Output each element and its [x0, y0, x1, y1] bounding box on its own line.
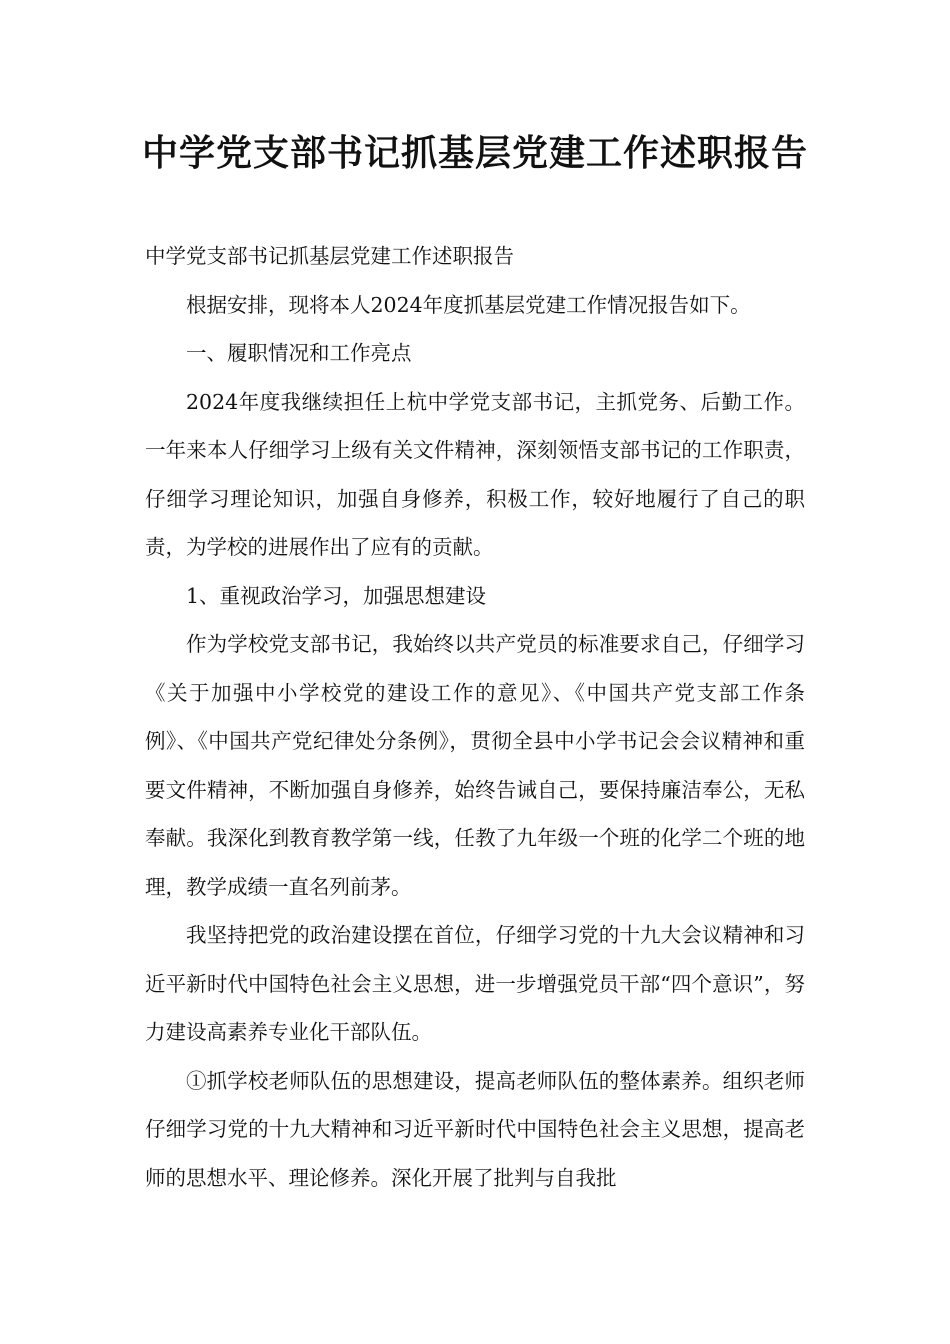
paragraph: ①抓学校老师队伍的思想建设，提高老师队伍的整体素养。组织老师仔细学习党的十九大精神和习近平新时代中国特色社会主义思想，提高老师的思想水平、理论修养。深化开展了批判与自我批	[145, 1068, 805, 1190]
paragraph: 根据安排，现将本人2024年度抓基层党建工作情况报告如下。	[186, 292, 751, 317]
document-title: 中学党支部书记抓基层党建工作述职报告	[141, 133, 808, 174]
paragraph: 中学党支部书记抓基层党建工作述职报告	[145, 244, 514, 268]
paragraph: 作为学校党支部书记，我始终以共产党员的标准要求自己，仔细学习《关于加强中小学校党的建设工作的意见》、《中国共产党支部工作条例》、《中国共产党纪律处分条例》，贯彻全县中小学书记会会议精神和重要文件精神，不断加强自身修养，始终告诫自己，要保持廉洁奉公，无私奉献。我深化到教育教学第一线，任教了九年级一个班的化学二个班的地理，教学成绩一直名列前茅。	[145, 632, 805, 899]
paragraph: 2024年度我继续担任上杭中学党支部书记，主抓党务、后勤工作。一年来本人仔细学习上级有关文件精神，深刻领悟支部书记的工作职责，仔细学习理论知识，加强自身修养，积极工作，较好地履行了自己的职责，为学校的进展作出了应有的贡献。	[145, 389, 805, 559]
paragraph: 我坚持把党的政治建设摆在首位，仔细学习党的十九大会议精神和习近平新时代中国特色社会主义思想，进一步增强党员干部“四个意识”，努力建设高素养专业化干部队伍。	[145, 923, 805, 1044]
paragraph: 一、履职情况和工作亮点	[186, 341, 412, 365]
paragraph: 1、重视政治学习，加强思想建设	[186, 583, 487, 608]
document-body	[145, 232, 805, 1202]
